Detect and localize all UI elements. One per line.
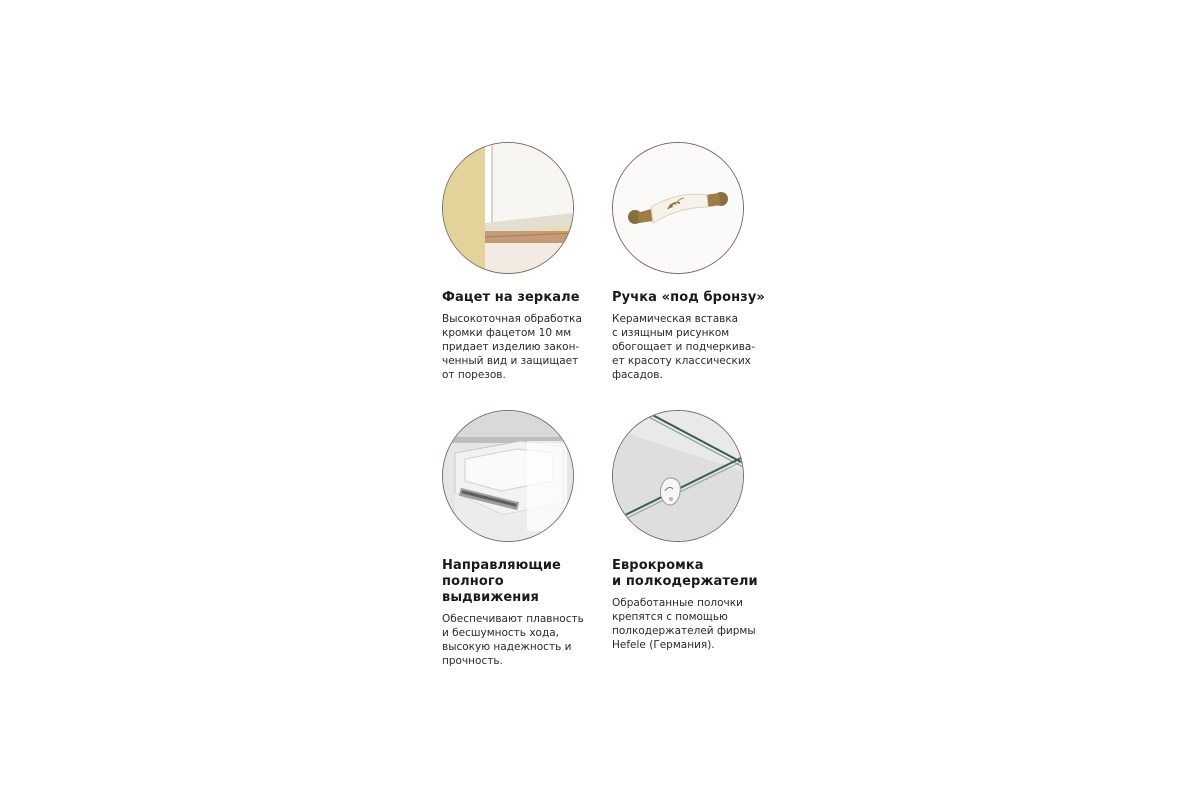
shelf-holder-photo (612, 410, 744, 542)
feature-description: Обеспечивают плавность и бесшумность хода, высокую надежность и прочность. (442, 613, 584, 667)
feature-title: Фацет на зеркале (442, 290, 580, 305)
mirror-facet-illustration (443, 143, 573, 273)
feature-title: Ручка «под бронзу» (612, 290, 765, 305)
feature-description: Высокоточная обработка кромки фацетом 10 мм придает изделию закон- ченный вид и защищает от порезов. (442, 313, 582, 381)
feature-bronze-handle (612, 142, 787, 382)
feature-description: Керамическая вставка с изящным рисунком обогощает и подчеркива- ет красоту классических фасадов. (612, 313, 756, 381)
feature-drawer-slides (442, 410, 617, 668)
drawer-slides-photo (442, 410, 574, 542)
mirror-facet-photo (442, 142, 574, 274)
bronze-handle-photo (612, 142, 744, 274)
feature-description: Обработанные полочки крепятся с помощью полкодержателей фирмы Hefele (Германия). (612, 597, 756, 651)
drawer-slides-illustration (443, 411, 573, 541)
shelf-holder-illustration (613, 411, 743, 541)
feature-shelf-holders (612, 410, 787, 652)
feature-title: Еврокромка и полкодержатели (612, 558, 758, 589)
bronze-handle-illustration (613, 143, 743, 273)
feature-title: Направляющие полного выдвижения (442, 558, 561, 605)
feature-mirror-facet (442, 142, 617, 382)
